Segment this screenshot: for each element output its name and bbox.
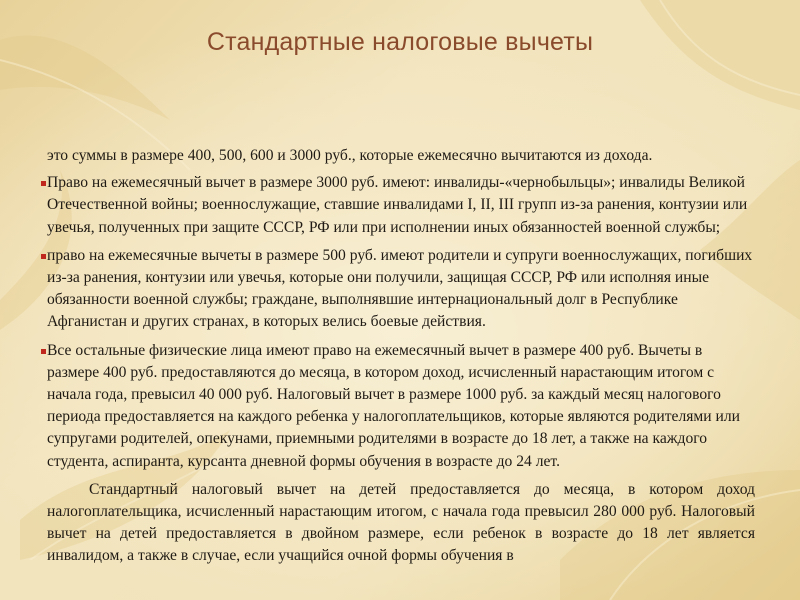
bullet-text: право на ежемесячные вычеты в размере 500 руб. имеют родители и супруги военнослужащих, погибших из-за ранения, контузии или увечья, которые они получили, защищая СССР, РФ или исполняя иные обязанности военной службы; граждане, выполнявшие интернациональный долг в Республике Афганистан и других странах, в которых велись боевые действия. bbox=[47, 246, 753, 331]
bullet-square-icon bbox=[41, 349, 46, 354]
slide-body bbox=[47, 145, 755, 568]
closing-paragraph: Стандартный налоговый вычет на детей предоставляется до месяца, в котором доход налогоплательщика, исчисленный нарастающим итогом, с начала года превысил 280 000 руб. Налоговый вычет на детей предоставляется в двойном размере, если ребенок в возрасте до 18 лет является инвалидом, а также в случае, если учащийся очной формы обучения в bbox=[47, 480, 755, 565]
bullet-item bbox=[47, 245, 755, 334]
bullet-square-icon bbox=[41, 254, 46, 259]
bullet-item bbox=[47, 340, 755, 473]
bullet-item bbox=[47, 172, 755, 239]
bullet-text: Право на ежемесячный вычет в размере 3000 руб. имеют: инвалиды-«чернобыльцы»; инвалиды Великой Отечественной войны; военнослужащие, ставшие инвалидами I, II, III групп из-за ранения, контузии или увечья, полученных при защите СССР, РФ или при исполнении иных обязанностей военной службы; bbox=[47, 174, 748, 236]
bullet-text: Все остальные физические лица имеют право на ежемесячный вычет в размере 400 руб. Вычеты в размере 400 руб. предоставляются до месяца, в котором доход, исчисленный нарастающим итогом с начала года, превысил 40 000 руб. Налоговый вычет в размере 1000 руб. за каждый месяц налогового периода предоставляется на каждого ребенка у налогоплательщиков, которые являются родителями или супругами родителей, опекунами, приемными родителями в возрасте до 18 лет, а также на каждого студента, аспиранта, курсанта дневной формы обучения в возрасте до 24 лет. bbox=[47, 341, 741, 470]
intro-paragraph: это суммы в размере 400, 500, 600 и 3000 руб., которые ежемесячно вычитаются из дохода. bbox=[47, 147, 653, 164]
bullet-square-icon bbox=[41, 181, 46, 186]
slide-title: Стандартные налоговые вычеты bbox=[206, 28, 594, 56]
